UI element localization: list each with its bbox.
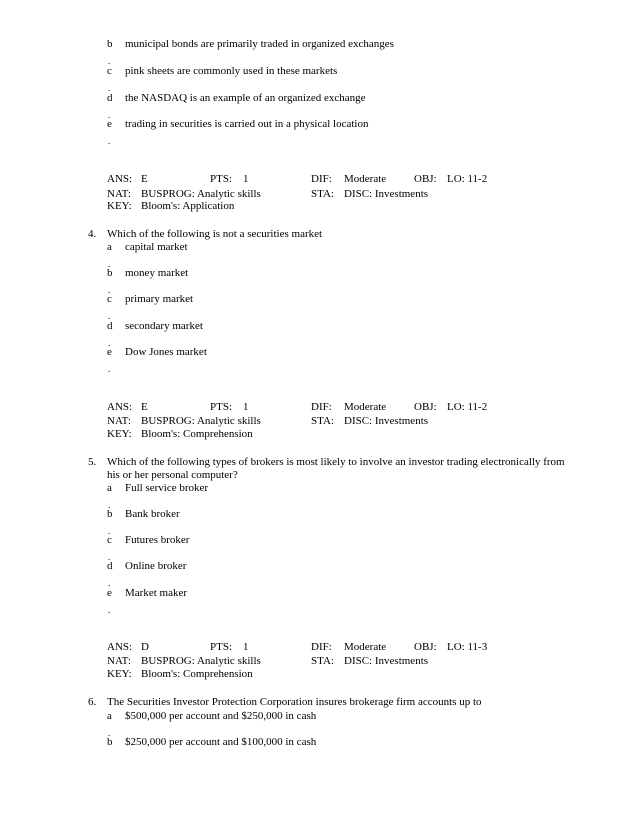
ans-value: E bbox=[141, 401, 148, 413]
option-period: . bbox=[108, 500, 111, 510]
option-text: Bank broker bbox=[125, 508, 180, 520]
option-period: . bbox=[108, 83, 111, 93]
option-period: . bbox=[108, 285, 111, 295]
option-period: . bbox=[108, 728, 111, 738]
obj-label: OBJ: bbox=[414, 401, 437, 413]
nat-value: BUSPROG: Analytic skills bbox=[141, 188, 261, 200]
sta-value: DISC: Investments bbox=[344, 188, 429, 200]
obj-value: LO: 11-2 bbox=[447, 401, 488, 413]
sta-value: DISC: Investments bbox=[344, 415, 429, 427]
option-letter: c bbox=[107, 293, 112, 305]
option-period: . bbox=[108, 56, 111, 66]
option-period: . bbox=[108, 605, 111, 615]
ans-label: ANS: bbox=[107, 641, 133, 653]
option-text: $500,000 per account and $250,000 in cash bbox=[125, 710, 317, 722]
obj-label: OBJ: bbox=[414, 641, 437, 653]
option-period: . bbox=[108, 338, 111, 348]
sta-value: DISC: Investments bbox=[344, 655, 429, 667]
pts-value: 1 bbox=[243, 401, 249, 413]
option-letter: c bbox=[107, 534, 112, 546]
option-text: primary market bbox=[125, 293, 194, 305]
ans-label: ANS: bbox=[107, 401, 133, 413]
question-number: 5. bbox=[88, 456, 97, 468]
key-label: KEY: bbox=[107, 668, 132, 680]
option-letter: b bbox=[107, 508, 113, 520]
option-period: . bbox=[108, 552, 111, 562]
nat-value: BUSPROG: Analytic skills bbox=[141, 415, 261, 427]
option-text: municipal bonds are primarily traded in organized exchanges bbox=[125, 38, 394, 50]
option-period: . bbox=[108, 578, 111, 588]
dif-value: Moderate bbox=[344, 401, 387, 413]
sta-label: STA: bbox=[311, 655, 334, 667]
option-letter: b bbox=[107, 736, 113, 748]
sta-label: STA: bbox=[311, 188, 334, 200]
nat-label: NAT: bbox=[107, 415, 131, 427]
option-letter: c bbox=[107, 65, 112, 77]
pts-label: PTS: bbox=[210, 401, 233, 413]
option-text: $250,000 per account and $100,000 in cash bbox=[125, 736, 317, 748]
pts-value: 1 bbox=[243, 641, 249, 653]
option-letter: b bbox=[107, 267, 113, 279]
option-letter: a bbox=[107, 241, 112, 253]
ans-value: E bbox=[141, 173, 148, 185]
option-text: Online broker bbox=[125, 560, 187, 572]
option-period: . bbox=[108, 136, 111, 146]
option-text: capital market bbox=[125, 241, 188, 253]
option-letter: a bbox=[107, 710, 112, 722]
option-letter: a bbox=[107, 482, 112, 494]
question-text: Which of the following types of brokers is most likely to involve an investor trading electronically from his or her personal computer? bbox=[107, 456, 565, 481]
option-text: money market bbox=[125, 267, 189, 279]
obj-value: LO: 11-3 bbox=[447, 641, 488, 653]
option-letter: d bbox=[107, 320, 113, 332]
ans-value: D bbox=[141, 641, 149, 653]
ans-label: ANS: bbox=[107, 173, 133, 185]
option-text: the NASDAQ is an example of an organized exchange bbox=[125, 92, 366, 104]
dif-label: DIF: bbox=[311, 173, 332, 185]
obj-value: LO: 11-2 bbox=[447, 173, 488, 185]
option-period: . bbox=[108, 526, 111, 536]
option-text: Dow Jones market bbox=[125, 346, 207, 358]
option-period: . bbox=[108, 110, 111, 120]
option-text: secondary market bbox=[125, 320, 203, 332]
option-text: Market maker bbox=[125, 587, 187, 599]
option-letter: d bbox=[107, 92, 113, 104]
option-letter: e bbox=[107, 346, 112, 358]
nat-label: NAT: bbox=[107, 188, 131, 200]
option-letter: b bbox=[107, 38, 113, 50]
key-label: KEY: bbox=[107, 200, 132, 212]
option-text: trading in securities is carried out in a physical location bbox=[125, 118, 369, 130]
key-value: Bloom's: Comprehension bbox=[141, 428, 253, 440]
key-value: Bloom's: Application bbox=[141, 200, 235, 212]
option-period: . bbox=[108, 311, 111, 321]
question-text: Which of the following is not a securities market bbox=[107, 228, 323, 240]
option-text: Futures broker bbox=[125, 534, 190, 546]
option-letter: e bbox=[107, 587, 112, 599]
pts-label: PTS: bbox=[210, 641, 233, 653]
sta-label: STA: bbox=[311, 415, 334, 427]
option-letter: d bbox=[107, 560, 113, 572]
question-text: The Securities Investor Protection Corporation insures brokerage firm accounts up to bbox=[107, 696, 482, 708]
pts-value: 1 bbox=[243, 173, 249, 185]
dif-value: Moderate bbox=[344, 641, 387, 653]
option-period: . bbox=[108, 259, 111, 269]
option-letter: e bbox=[107, 118, 112, 130]
dif-label: DIF: bbox=[311, 401, 332, 413]
question-number: 4. bbox=[88, 228, 97, 240]
pts-label: PTS: bbox=[210, 173, 233, 185]
nat-value: BUSPROG: Analytic skills bbox=[141, 655, 261, 667]
nat-label: NAT: bbox=[107, 655, 131, 667]
obj-label: OBJ: bbox=[414, 173, 437, 185]
question-number: 6. bbox=[88, 696, 97, 708]
dif-label: DIF: bbox=[311, 641, 332, 653]
option-text: pink sheets are commonly used in these markets bbox=[125, 65, 338, 77]
key-value: Bloom's: Comprehension bbox=[141, 668, 253, 680]
option-text: Full service broker bbox=[125, 482, 209, 494]
option-period: . bbox=[108, 364, 111, 374]
dif-value: Moderate bbox=[344, 173, 387, 185]
key-label: KEY: bbox=[107, 428, 132, 440]
